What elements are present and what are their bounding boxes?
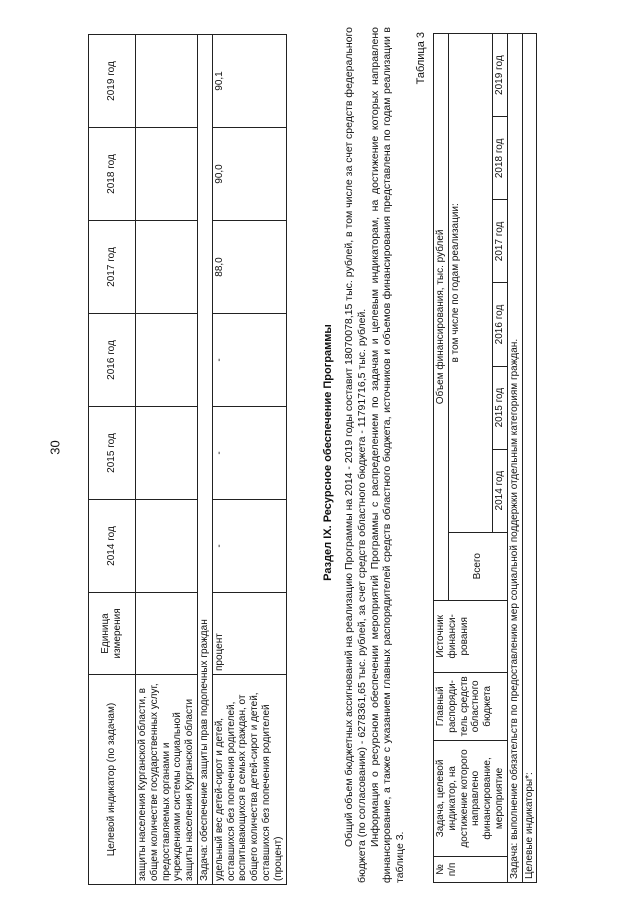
task-text: Задача: выполнение обязательств по предоставлению мер социальной поддержки отдельным категориям граждан. — [507, 34, 522, 883]
paragraph: Информация о ресурсном обеспечении мероприятий Программы с распределением по задачам и целевым индикаторам, на достижение которых направлено финансирование, а также с указанием главных распорядителей средств областного бюджета, источников и объемов финансирования представлена по годам реализации в таблице 3. — [368, 27, 407, 883]
value-cell: - — [212, 500, 286, 593]
header-year: 2014 год — [89, 500, 136, 593]
body-text — [343, 27, 407, 883]
table-row — [212, 35, 286, 885]
table-label: Таблица 3 — [415, 32, 427, 85]
unit-cell: процент — [212, 593, 286, 675]
value-cell: 88,0 — [212, 221, 286, 314]
header-indicator: Целевой индикатор (по задачам) — [89, 675, 136, 885]
header-year: 2014 год — [492, 449, 507, 532]
indicator-text: удельный вес детей-сирот и детей, оставшихся без попечения родителей, воспитывающихся в семьях граждан, от общего количества детей-сирот и детей, оставшихся без попечения родителей (процент) — [212, 675, 286, 885]
resource-table — [433, 33, 537, 883]
header-year: 2016 год — [492, 283, 507, 366]
page-number: 30 — [47, 440, 63, 455]
indicator-table-header — [89, 35, 136, 885]
value-cell: 90,1 — [212, 35, 286, 128]
header-task: Задача, целевой индикатор, на достижение которого направлено финансирование, мероприятие — [434, 740, 508, 856]
indicators-row — [522, 34, 537, 883]
section-title: Раздел IX. Ресурсное обеспечение Программы — [322, 324, 334, 581]
header-year: 2018 год — [89, 128, 136, 221]
header-volume: Объем финансирования, тыс. рублей — [434, 34, 449, 601]
header-year: 2018 год — [492, 117, 507, 200]
indicator-text: защиты населения Курганской области, в общем количестве государственных услуг, предоставляемых органами и учреждениями системы социальной защиты населения Курганской области — [136, 675, 198, 885]
header-year: 2015 год — [89, 407, 136, 500]
header-year: 2019 год — [492, 34, 507, 117]
task-row — [197, 35, 212, 885]
header-unit: Единица измерения — [89, 593, 136, 675]
table-row — [136, 35, 198, 885]
header-year: 2019 год — [89, 35, 136, 128]
indicator-table — [88, 34, 287, 885]
task-text: Задача: обеспечение защиты прав подопечных граждан — [197, 35, 212, 885]
header-by-years: в том числе по годам реализации: — [448, 34, 492, 533]
task-row — [507, 34, 522, 883]
indicators-text: Целевые индикаторы*: — [522, 34, 537, 883]
value-cell: - — [212, 314, 286, 407]
header-manager: Главный распоряди-тель средств областного бюджета — [434, 672, 508, 740]
value-cell: 90,0 — [212, 128, 286, 221]
header-year: 2017 год — [89, 221, 136, 314]
header-total: Всего — [448, 532, 507, 600]
header-year: 2016 год — [89, 314, 136, 407]
value-cell: - — [212, 407, 286, 500]
paragraph: Общий объем бюджетных ассигнований на реализацию Программы на 2014 - 2019 годы составит 18070078,15 тыс. рублей, в том числе за счет средств федерального бюджета (по согласованию) - 6278361,65 тыс. рублей, за счет средств областного бюджета - 11791716,5 тыс. рублей. — [343, 27, 368, 883]
header-num: № п/п — [434, 856, 508, 882]
header-year: 2015 год — [492, 366, 507, 449]
header-year: 2017 год — [492, 200, 507, 283]
header-source: Источник финанси-рования — [434, 600, 508, 672]
